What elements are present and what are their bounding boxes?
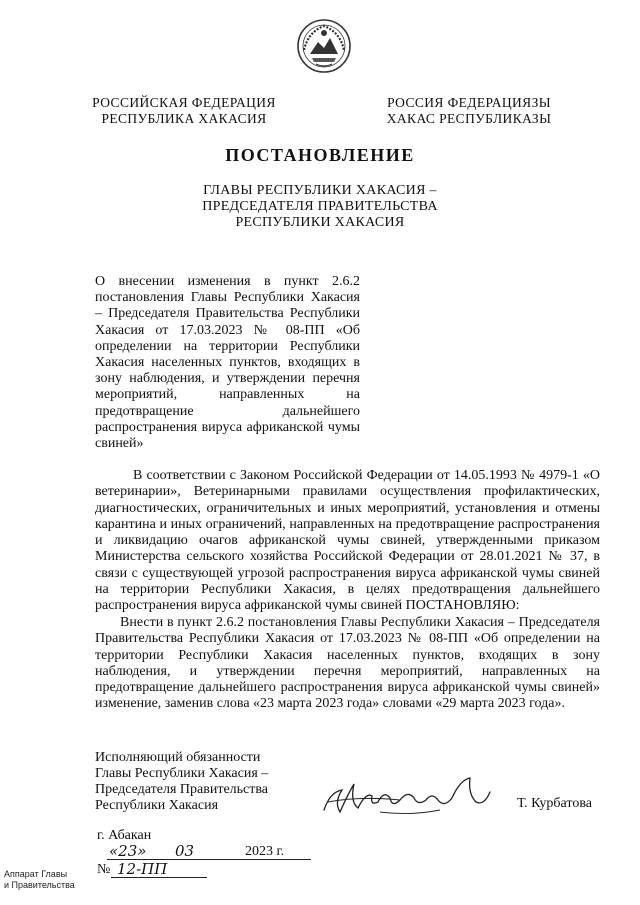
number-label: №	[97, 862, 111, 877]
stamp-line1: Аппарат Главы	[4, 869, 68, 879]
paragraph-preamble: В соответствии с Законом Российской Федерации от 14.05.1993 № 4979-1 «О ветеринарии», Ветеринарными правилами осуществления профилактических, диагностических, ограничительных и иных мероприятий, установления и отмены карантина и иных ограничений, направленных на предотвращение распространения и ликвидацию очагов африканской чумы свиней, утвержденными приказом Министерства сельского хозяйства Российской Федерации от 28.01.2021 № 37, в связи с существующей угрозой распространения вируса африканской чумы свиней на территории Республики Хакасия, в целях предотвращения дальнейшего распространения вируса африканской чумы свиней ПОСТАНОВЛЯЮ:	[95, 468, 600, 614]
signatory-line2: Главы Республики Хакасия –	[95, 766, 269, 781]
issuer-line1: ГЛАВЫ РЕСПУБЛИКИ ХАКАСИЯ –	[203, 183, 437, 198]
coat-of-arms-icon	[296, 18, 352, 74]
date-year: 2023 г.	[245, 844, 285, 859]
header-right-line2: ХАКАС РЕСПУБЛИКАЗЫ	[386, 110, 552, 126]
place-of-issue: г. Абакан	[97, 828, 152, 843]
signatory-name: Т. Курбатова	[517, 796, 592, 811]
signatory-line1: Исполняющий обязанности	[95, 750, 261, 765]
document-issuer	[170, 183, 470, 231]
header-right	[374, 95, 564, 126]
signatory-line4: Республики Хакасия	[95, 798, 219, 813]
header-left-line2: РЕСПУБЛИКА ХАКАСИЯ	[101, 110, 267, 126]
handwritten-signature	[320, 772, 495, 822]
date-month: 03	[175, 842, 195, 860]
issuer-line2: ПРЕДСЕДАТЕЛЯ ПРАВИТЕЛЬСТВА	[202, 199, 438, 214]
issuer-line3: РЕСПУБЛИКИ ХАКАСИЯ	[235, 215, 405, 230]
signatory-title	[95, 750, 325, 814]
date-day: «23»	[109, 842, 147, 860]
document-subject: О внесении изменения в пункт 2.6.2 постановления Главы Республики Хакасия – Председателя Правительства Республики Хакасия от 17.03.2023 № 08-ПП «Об определении на территории Республики Хакасия населенных пунктов, входящих в зону наблюдения, и утверждении перечня мероприятий, направленных на предотвращение дальнейшего распространения вируса африканской чумы свиней»	[95, 274, 360, 452]
signatory-line3: Председателя Правительства	[95, 782, 269, 797]
document-type: ПОСТАНОВЛЕНИЕ	[225, 145, 415, 165]
stamp-line2: и Правительства	[4, 880, 75, 890]
document-number	[97, 862, 207, 880]
paragraph-resolution: Внести в пункт 2.6.2 постановления Главы Республики Хакасия – Председателя Правительства Республики Хакасия от 17.03.2023 № 08-ПП «Об определении на территории Республики Хакасия населенных пунктов, входящих в зону наблюдения, и утверждении перечня мероприятий, направленных на предотвращение дальнейшего распространения вируса африканской чумы свиней» изменение, заменив слова «23 марта 2023 года» словами «29 марта 2023 года».	[95, 615, 600, 712]
header-left	[84, 95, 284, 126]
header-left-line1: РОССИЙСКАЯ ФЕДЕРАЦИЯ	[92, 95, 276, 110]
header-right-line1: РОССИЯ ФЕДЕРАЦИЯЗЫ	[387, 95, 551, 110]
number-value: 12-ПП	[117, 860, 168, 878]
office-stamp	[4, 869, 75, 891]
